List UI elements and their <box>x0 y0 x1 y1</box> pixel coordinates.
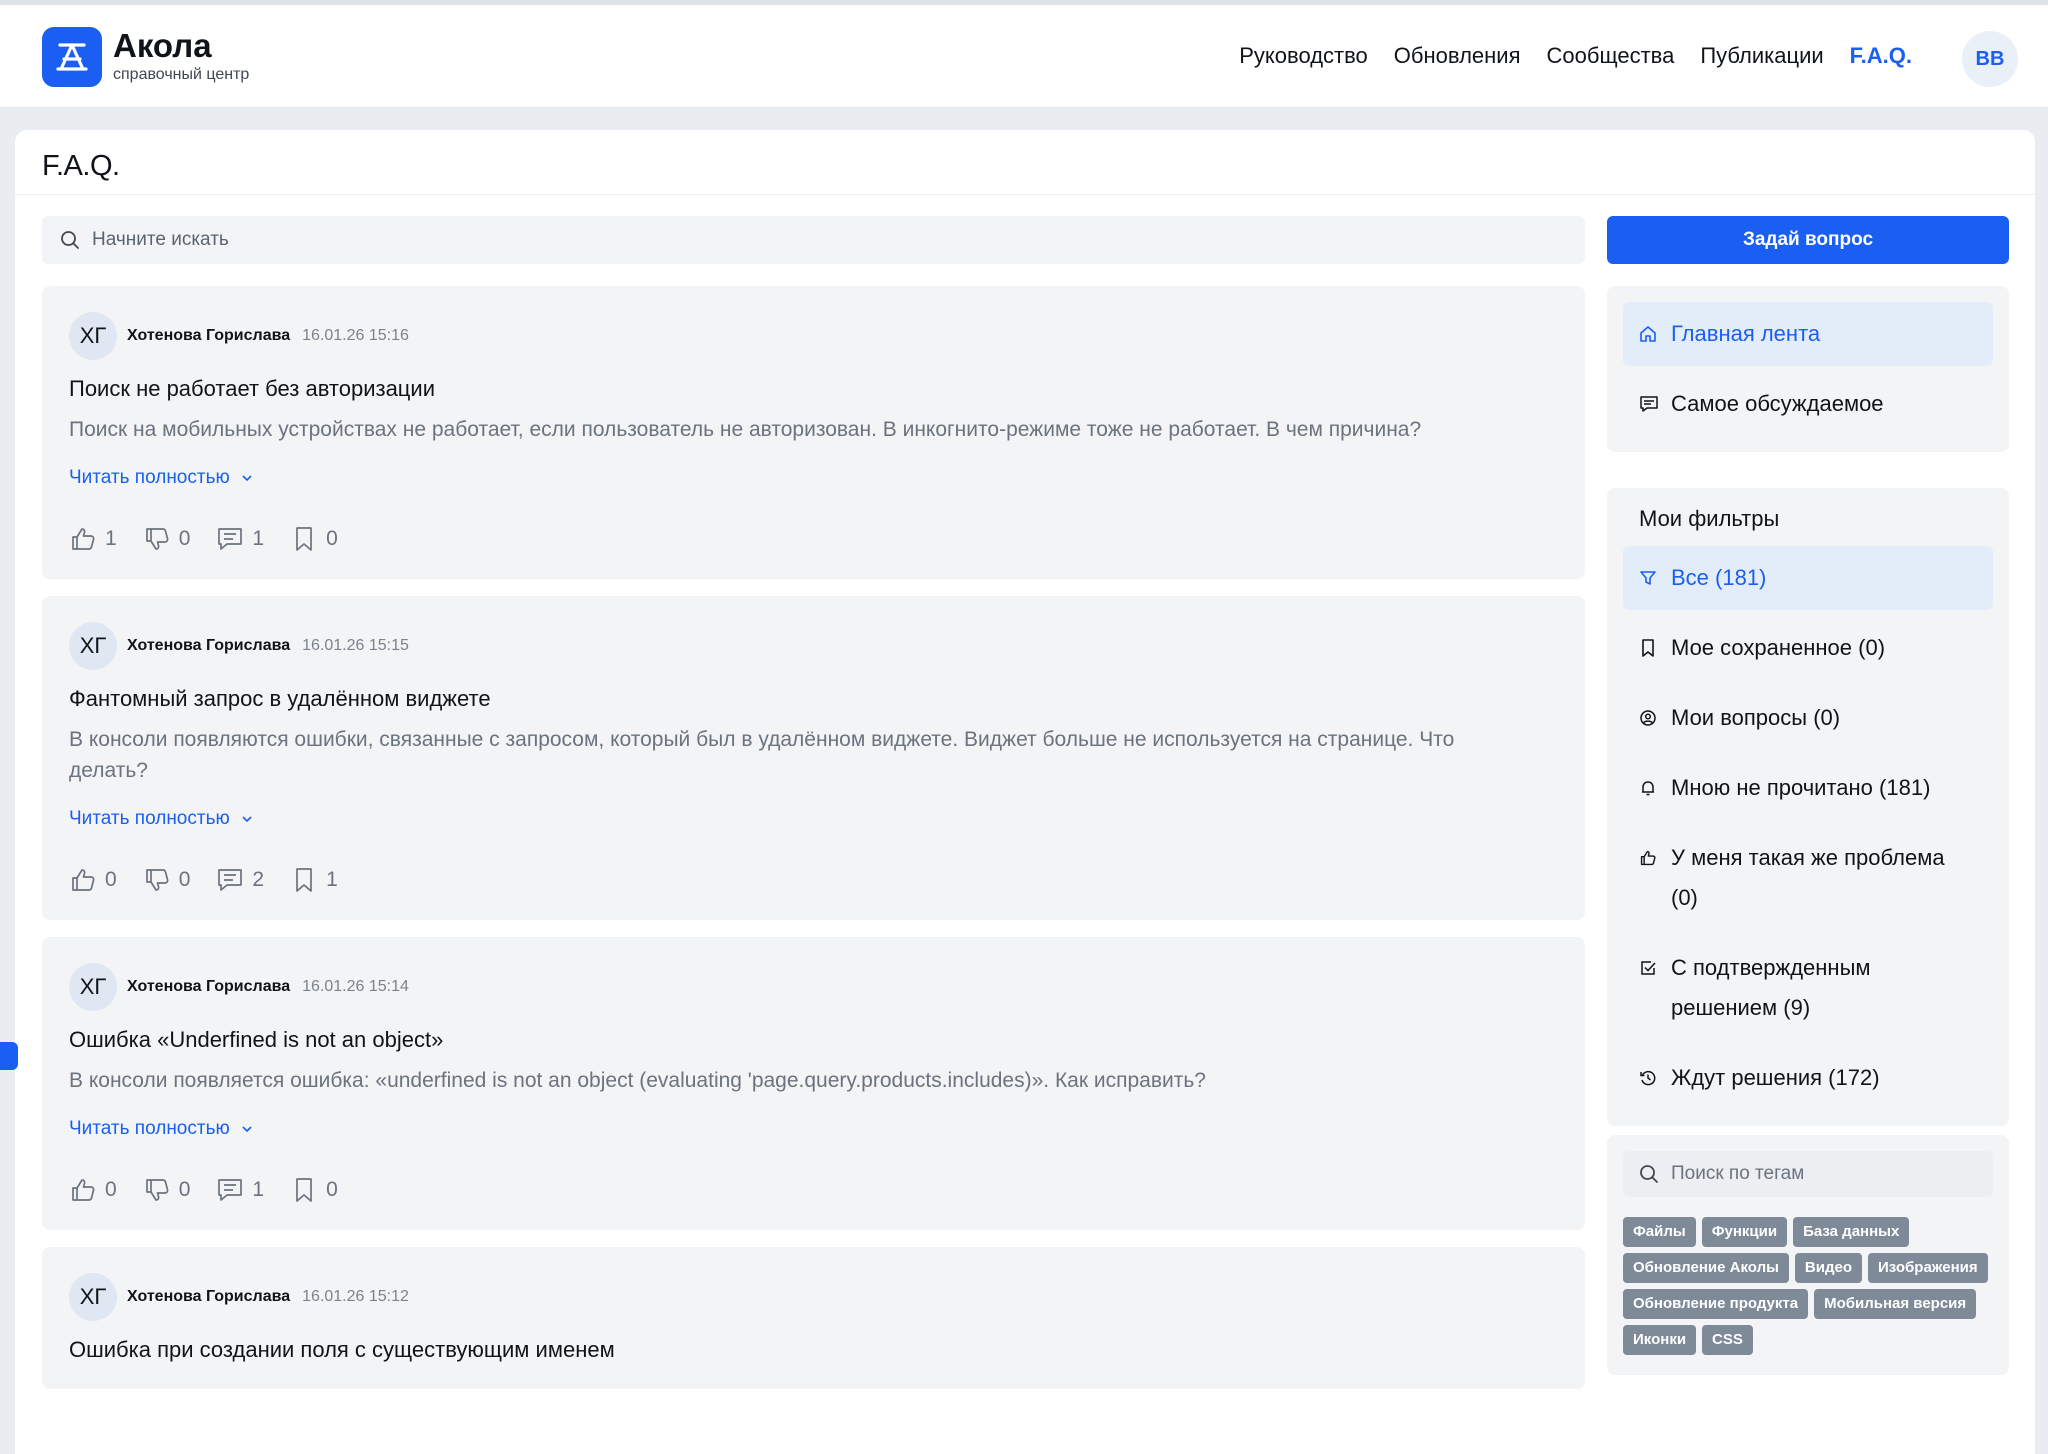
like-button[interactable] <box>69 1176 117 1204</box>
comment-count: 1 <box>252 1178 265 1201</box>
like-count: 1 <box>105 527 117 550</box>
filter-all[interactable] <box>1623 546 1993 610</box>
read-more-label: Читать полностью <box>69 808 230 829</box>
filter-icon <box>1639 558 1659 598</box>
filter-unread[interactable] <box>1623 756 1993 820</box>
tag-chip[interactable]: Обновление продукта <box>1623 1289 1808 1319</box>
read-more-link[interactable] <box>69 1118 254 1140</box>
filter-label: С подтвержденным решением (9) <box>1671 955 1871 1020</box>
divider <box>15 194 2035 195</box>
comments-button[interactable] <box>216 525 264 553</box>
chevron-down-icon <box>240 1122 254 1136</box>
post-body: Поиск на мобильных устройствах не работает, если пользователь не авторизован. В инкогнито-режиме тоже не работает. В чем причина? <box>69 418 1422 441</box>
like-count: 0 <box>105 868 117 891</box>
tag-chip[interactable]: Мобильная версия <box>1814 1289 1976 1319</box>
sidebar-item-label: Самое обсуждаемое <box>1671 391 1884 416</box>
filter-confirmed-solution[interactable] <box>1623 936 1993 1040</box>
thumbs-down-icon <box>143 1176 171 1204</box>
author-avatar[interactable]: ХГ <box>69 1273 117 1321</box>
dislike-count: 0 <box>178 868 191 891</box>
comment-icon <box>216 525 244 553</box>
thumbs-up-icon <box>69 866 97 894</box>
brand[interactable] <box>113 27 249 85</box>
bookmark-icon <box>290 866 318 894</box>
sidebar-item-most-discussed[interactable] <box>1623 372 1993 436</box>
bookmark-button[interactable] <box>290 866 338 894</box>
dislike-button[interactable] <box>143 525 191 553</box>
filter-label: Мои вопросы (0) <box>1671 705 1841 730</box>
thumbs-up-icon <box>69 525 97 553</box>
search-icon <box>1639 1164 1659 1184</box>
filter-label: Ждут решения (172) <box>1671 1065 1880 1090</box>
bookmark-count: 1 <box>326 868 338 891</box>
logo-icon[interactable] <box>42 27 102 87</box>
comment-icon <box>216 1176 244 1204</box>
filter-label: У меня такая же проблема (0) <box>1671 845 1945 910</box>
thumbs-down-icon <box>143 866 171 894</box>
sidebar-item-main-feed[interactable] <box>1623 302 1993 366</box>
sidebar-item-label: Главная лента <box>1671 321 1821 346</box>
tag-list <box>1607 1197 2009 1375</box>
bookmark-icon <box>1639 628 1659 668</box>
filter-label: Мною не прочитано (181) <box>1671 775 1931 800</box>
read-more-label: Читать полностью <box>69 467 230 488</box>
clock-icon <box>1639 1058 1659 1098</box>
home-icon <box>1639 314 1659 354</box>
chevron-down-icon <box>240 812 254 826</box>
thumbs-up-icon <box>1639 838 1659 878</box>
filter-awaiting-solution[interactable] <box>1623 1046 1993 1110</box>
tag-chip[interactable]: Видео <box>1795 1253 1862 1283</box>
tag-chip[interactable]: Изображения <box>1868 1253 1988 1283</box>
post-actions <box>69 523 1558 555</box>
comments-button[interactable] <box>216 1176 264 1204</box>
nav-publications[interactable]: Публикации <box>1700 43 1824 68</box>
post-title[interactable]: Фантомный запрос в удалённом виджете <box>69 686 491 711</box>
page-title: F.A.Q. <box>42 150 120 182</box>
post-actions <box>69 1174 1558 1206</box>
author-name[interactable]: Хотенова Горислава <box>127 1288 291 1305</box>
tags-card <box>1607 1135 2009 1375</box>
tag-chip[interactable]: Файлы <box>1623 1217 1696 1247</box>
post-title[interactable]: Поиск не работает без авторизации <box>69 376 435 401</box>
comment-icon <box>216 866 244 894</box>
tag-chip[interactable]: CSS <box>1702 1325 1753 1355</box>
author-name[interactable]: Хотенова Горислава <box>127 637 291 654</box>
tag-search-input[interactable] <box>1671 1163 1971 1185</box>
comments-button[interactable] <box>216 866 264 894</box>
post-title[interactable]: Ошибка при создании поля с существующим именем <box>69 1337 615 1362</box>
faq-panel <box>15 130 2035 1454</box>
post-card[interactable] <box>42 1247 1585 1389</box>
ask-question-button[interactable]: Задай вопрос <box>1607 216 2009 264</box>
user-circle-icon <box>1639 698 1659 738</box>
post-card[interactable] <box>42 596 1585 920</box>
filters-heading: Мои фильтры <box>1639 506 1780 531</box>
read-more-label: Читать полностью <box>69 1118 230 1139</box>
tag-chip[interactable]: Обновление Аколы <box>1623 1253 1789 1283</box>
thumbs-down-icon <box>143 525 171 553</box>
site-header <box>0 5 2048 108</box>
post-body: В консоли появляется ошибка: «underfined is not an object (evaluating 'page.query.products.includes)». Как исправить? <box>69 1069 1206 1092</box>
post-title[interactable]: Ошибка «Underfined is not an object» <box>69 1027 444 1052</box>
tag-chip[interactable]: Функции <box>1702 1217 1787 1247</box>
nav-guide[interactable]: Руководство <box>1239 43 1368 68</box>
main-nav <box>1239 41 1912 71</box>
post-body: В консоли появляются ошибки, связанные с запросом, который был в удалённом виджете. Виджет больше не используется на странице. Что делать? <box>69 728 1455 782</box>
bookmark-button[interactable] <box>290 525 338 553</box>
author-name[interactable]: Хотенова Горислава <box>127 978 291 995</box>
comments-icon <box>1639 384 1659 424</box>
author-name[interactable]: Хотенова Горислава <box>127 327 291 344</box>
feeds-card <box>1607 286 2009 452</box>
bookmark-icon <box>290 1176 318 1204</box>
post-list <box>42 286 1585 1406</box>
brand-name: Акола <box>113 27 212 64</box>
bookmark-button[interactable] <box>290 1176 338 1204</box>
post-card[interactable] <box>42 286 1585 579</box>
nav-communities[interactable]: Сообщества <box>1546 43 1675 68</box>
user-avatar[interactable]: ВВ <box>1962 31 2018 87</box>
brand-subtitle: справочный центр <box>113 66 250 83</box>
comment-count: 1 <box>252 527 265 550</box>
post-date: 16.01.26 15:15 <box>302 637 409 654</box>
filter-label: Все (181) <box>1671 565 1767 590</box>
dislike-count: 0 <box>178 527 191 550</box>
filter-same-problem[interactable] <box>1623 826 1993 930</box>
tag-chip[interactable]: Иконки <box>1623 1325 1696 1355</box>
floating-widget-icon[interactable] <box>0 1042 18 1070</box>
search-bar[interactable] <box>42 216 1585 264</box>
like-button[interactable] <box>69 866 117 894</box>
dislike-count: 0 <box>178 1178 191 1201</box>
filter-my-questions[interactable] <box>1623 686 1993 750</box>
check-square-icon <box>1639 948 1659 988</box>
bookmark-icon <box>290 525 318 553</box>
like-count: 0 <box>105 1178 117 1201</box>
read-more-link[interactable] <box>69 467 254 489</box>
nav-faq[interactable]: F.A.Q. <box>1849 43 1912 68</box>
post-date: 16.01.26 15:12 <box>302 1288 409 1305</box>
read-more-link[interactable] <box>69 808 254 830</box>
dislike-button[interactable] <box>143 1176 191 1204</box>
like-button[interactable] <box>69 525 117 553</box>
post-card[interactable] <box>42 937 1585 1230</box>
search-icon <box>60 230 80 250</box>
author-avatar[interactable]: ХГ <box>69 312 117 360</box>
filters-card <box>1607 488 2009 1126</box>
bookmark-count: 0 <box>326 1178 338 1201</box>
bell-icon <box>1639 768 1659 808</box>
filter-saved[interactable] <box>1623 616 1993 680</box>
filter-label: Мое сохраненное (0) <box>1671 635 1886 660</box>
bookmark-count: 0 <box>326 527 338 550</box>
thumbs-up-icon <box>69 1176 97 1204</box>
chevron-down-icon <box>240 471 254 485</box>
post-date: 16.01.26 15:16 <box>302 327 409 344</box>
post-date: 16.01.26 15:14 <box>302 978 409 995</box>
comment-count: 2 <box>252 868 265 891</box>
nav-updates[interactable]: Обновления <box>1393 43 1521 68</box>
post-actions <box>69 864 1558 896</box>
author-avatar[interactable]: ХГ <box>69 622 117 670</box>
tag-chip[interactable]: База данных <box>1793 1217 1909 1247</box>
search-input[interactable] <box>92 229 1492 251</box>
dislike-button[interactable] <box>143 866 191 894</box>
author-avatar[interactable]: ХГ <box>69 963 117 1011</box>
tag-search-bar[interactable] <box>1623 1151 1993 1197</box>
